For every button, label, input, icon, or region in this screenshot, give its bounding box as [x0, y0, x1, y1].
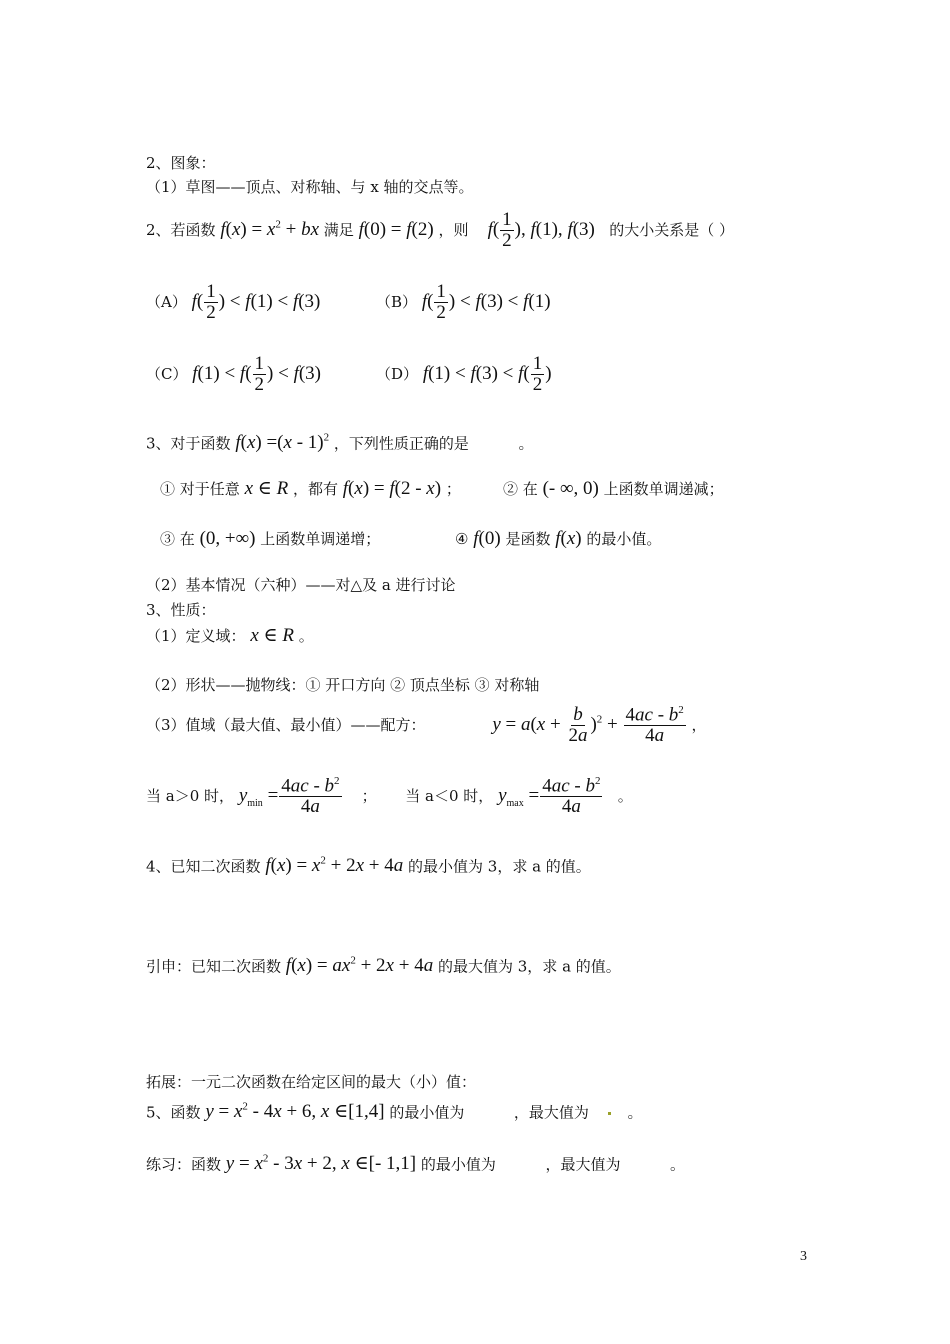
ext-prefix: 引申：已知二次函数: [146, 957, 282, 976]
q4-prefix: 4、已知二次函数: [146, 857, 261, 876]
q2-option-a: [146, 282, 320, 323]
q3-item1-a: ① 对于任意: [160, 480, 240, 498]
q3-item4-f0: f(0): [473, 528, 501, 549]
q3-end: 。: [518, 434, 534, 453]
q3-item3-a: ③ 在: [160, 530, 195, 548]
q5-mid2: ，最大值为: [513, 1103, 589, 1122]
q2-prefix: 2、若函数: [146, 220, 216, 239]
stray-dot: [608, 1112, 611, 1115]
q2-option-d-formula: f(1) < f(3) < f( $\frac{1}{2}$ ): [422, 353, 552, 395]
q3-item3-interval: (0, +∞): [199, 528, 256, 549]
q2-label-b: （B）: [376, 292, 418, 311]
condition-separator: ；: [361, 786, 377, 805]
q2-option-d: [376, 354, 552, 395]
q3-item-2: [503, 478, 724, 501]
q3-suffix: ，下列性质正确的是: [333, 434, 469, 453]
q2-suffix: 的大小关系是（ ）: [609, 220, 734, 239]
vertex-form-formula: y = a(x + $\frac{b}{2a}$ )$^2$ + $\frac{4ac - b^2}{4a}$: [492, 704, 684, 747]
q2-mid2: ，则: [438, 220, 469, 239]
q2-condition-formula: f(0) = f(2): [358, 218, 434, 240]
q3-item4-fx: f(x): [555, 528, 582, 549]
q2-label-c: （C）: [146, 364, 188, 383]
question-5: [146, 1101, 643, 1124]
section-2-sub1: （1）草图——顶点、对称轴、与 x 轴的交点等。: [146, 178, 474, 196]
property-1-label: （1）定义域：: [146, 627, 246, 645]
property-1-formula: x ∈ R: [250, 625, 294, 646]
property-2: （2）形状——抛物线：① 开口方向 ② 顶点坐标 ③ 对称轴: [146, 676, 540, 694]
expand-title: 拓展：一元二次函数在给定区间的最大（小）值：: [146, 1073, 477, 1091]
q3-item-4: [455, 528, 661, 551]
property-1: [146, 625, 314, 648]
q5-prefix: 5、函数: [146, 1103, 201, 1122]
question-4: [146, 855, 591, 878]
ymin-formula: $y_{min}$ = $\frac{4ac - b^2}{4a}$: [238, 775, 340, 818]
q3-item-1: [160, 478, 461, 501]
q3-function-formula: f(x) =(x - 1)$^2$: [235, 432, 330, 454]
ext-formula: $f(x) = ax^2 + 2x + 4a$: [285, 955, 434, 977]
q2-option-a-formula: f( $\frac{1}{2}$ ) < f(1) < f(3): [191, 281, 321, 323]
section-2-sub2: （2）基本情况（六种）——对△及 a 进行讨论: [146, 576, 456, 594]
page-number: 3: [800, 1249, 807, 1264]
practice-mid: 的最小值为: [420, 1155, 496, 1174]
property-3-label: （3）值域（最大值、最小值）——配方：: [146, 715, 426, 734]
question-3: [146, 432, 533, 455]
q2-label-a: （A）: [146, 292, 187, 311]
q2-mid1: 满足: [323, 220, 354, 239]
section-2-title: 2、图象：: [146, 154, 216, 172]
ymax-formula: $y_{max}$ = $\frac{4ac - b^2}{4a}$: [498, 775, 601, 818]
q3-item1-domain: x ∈ R: [244, 478, 289, 499]
q2-option-c-formula: f(1) < f( $\frac{1}{2}$ ) < f(3): [192, 353, 322, 395]
q3-item4-a: ④: [455, 530, 469, 548]
q3-item2-a: ② 在: [503, 480, 538, 498]
q3-item2-b: 上函数单调递减；: [603, 480, 724, 498]
extremum-line: [146, 776, 633, 817]
q3-item3-b: 上函数单调递增；: [260, 530, 381, 548]
ext-suffix: 的最大值为 3，求 a 的值。: [437, 957, 621, 976]
question-2: [146, 210, 734, 251]
q3-item1-formula: f(x) = f(2 - x): [342, 478, 442, 499]
practice-question: [146, 1153, 685, 1176]
q5-end: 。: [627, 1103, 643, 1122]
property-3: [146, 705, 707, 746]
property-3-end: ，: [691, 715, 707, 734]
q3-item1-c: ；: [445, 480, 461, 498]
q4-formula: $f(x) = x^2 + 2x + 4a$: [265, 855, 404, 877]
extension-question: [146, 955, 621, 978]
practice-prefix: 练习：函数: [146, 1155, 222, 1174]
q3-item2-interval: (- ∞, 0): [542, 478, 599, 499]
section-3-title: 3、性质：: [146, 601, 216, 619]
q3-item4-c: 的最小值。: [586, 530, 662, 548]
q2-option-b: [376, 282, 551, 323]
q4-suffix: 的最小值为 3，求 a 的值。: [408, 857, 591, 876]
q2-function-formula: $f(x) = x^2$ + bx: [220, 218, 320, 240]
q3-item-3: [160, 528, 380, 551]
q2-option-c: [146, 354, 321, 395]
q3-item1-b: ，都有: [292, 480, 338, 498]
practice-formula: $y = x^2 - 3x + 2$, x ∈[- 1,1]: [225, 1153, 417, 1175]
q5-formula: $y = x^2 - 4x + 6$, x ∈[1,4]: [205, 1101, 385, 1123]
practice-end: 。: [670, 1155, 686, 1174]
q2-values-formula: f( $\frac{1}{2}$ ), f(1), f(3): [487, 209, 595, 251]
q3-item4-b: 是函数: [505, 530, 551, 548]
condition-end: 。: [617, 786, 633, 805]
practice-mid2: ，最大值为: [545, 1155, 621, 1174]
q5-mid: 的最小值为: [389, 1103, 465, 1122]
property-1-end: 。: [298, 627, 314, 645]
q2-option-b-formula: f( $\frac{1}{2}$ ) < f(3) < f(1): [421, 281, 551, 323]
condition-negative: 当 a＜0 时，: [405, 786, 494, 805]
q2-label-d: （D）: [376, 364, 419, 383]
condition-positive: 当 a＞0 时，: [146, 786, 235, 805]
q3-prefix: 3、对于函数: [146, 434, 231, 453]
